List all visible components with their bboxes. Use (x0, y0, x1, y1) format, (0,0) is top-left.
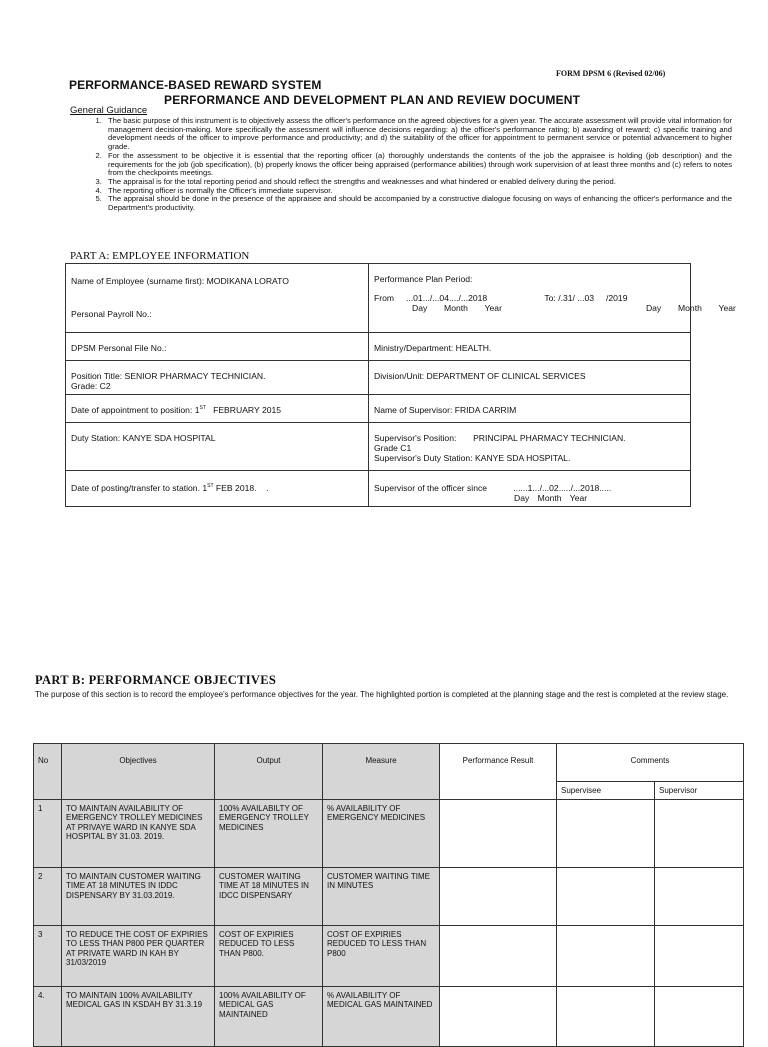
row-supervisee-comment[interactable] (557, 868, 655, 926)
row-supervisor-comment[interactable] (655, 868, 744, 926)
row-no: 2 (34, 868, 62, 926)
position-cell (66, 361, 369, 395)
row-no: 3 (34, 926, 62, 987)
supervisor-since-cell (369, 471, 691, 507)
posting-sup: ST (207, 483, 214, 490)
row-output: COST OF EXPIRIES REDUCED TO LESS THAN P800. (215, 926, 323, 987)
supervisor-duty-station: Supervisor's Duty Station: KANYE SDA HOSPITAL. (374, 453, 571, 463)
supervisor-position: Supervisor's Position: PRINCIPAL PHARMACY TECHNICIAN. (374, 433, 626, 443)
col-objectives: Objectives (62, 744, 215, 800)
employee-info-table (65, 263, 736, 507)
file-number: DPSM Personal File No.: (66, 333, 369, 361)
since-dmy: Day Month Year (514, 493, 588, 503)
row-result[interactable] (440, 800, 557, 868)
supervisor-grade: Grade C1 (374, 443, 412, 453)
appointment-pre: Date of appointment to position: 1 (71, 405, 200, 415)
guidance-item: 5. The appraisal should be done in the presence of the appraisee and should be accompanied by a constructive dialogue focusing on ways of enhancing the officer's performance and the Department's productivity. (104, 195, 732, 212)
system-title: PERFORMANCE-BASED REWARD SYSTEM (69, 78, 322, 92)
ministry: Ministry/Department: HEALTH. (369, 333, 691, 361)
row-supervisee-comment[interactable] (557, 926, 655, 987)
employee-name-cell (66, 264, 369, 333)
table-row (34, 868, 744, 926)
col-output: Output (215, 744, 323, 800)
row-no: 4. (34, 987, 62, 1047)
row-supervisor-comment[interactable] (655, 800, 744, 868)
position-title: Position Title: SENIOR PHARMACY TECHNICIAN. (71, 371, 266, 381)
row-output: 100% AVAILABILTY OF EMERGENCY TROLLEY MEDICINES (215, 800, 323, 868)
grade: Grade: C2 (71, 381, 111, 391)
row-result[interactable] (440, 926, 557, 987)
row-output: CUSTOMER WAITING TIME AT 18 MINUTES IN IDCC DISPENSARY (215, 868, 323, 926)
guidance-item: 4. The reporting officer is normally the Officer's immediate supervisor. (104, 187, 732, 196)
document-title: PERFORMANCE AND DEVELOPMENT PLAN AND REVIEW DOCUMENT (164, 93, 581, 107)
employee-name: Name of Employee (surname first): MODIKANA LORATO (71, 276, 289, 286)
supervisor-name: Name of Supervisor: FRIDA CARRIM (369, 395, 691, 423)
duty-station: Duty Station: KANYE SDA HOSPITAL (66, 423, 369, 471)
row-result[interactable] (440, 987, 557, 1047)
row-output: 100% AVAILABILITY OF MEDICAL GAS MAINTAINED (215, 987, 323, 1047)
supervisor-since: Supervisor of the officer since ......1.../...02...../...2018..... (374, 483, 612, 493)
table-row (34, 926, 744, 987)
row-measure: % AVAILABILITY OF EMERGENCY MEDICINES (323, 800, 440, 868)
guidance-item: 1. The basic purpose of this instrument is to objectively assess the officer's performance on the agreed objectives for a given year. The accurate assessment will provide vital information for management decision-making. More specifically the assessment will influence decisions regarding: a) the officer's performance rating; b) awarding of reward; c) specific training and development needs of the officer to improve performance and productivity; and d) the suitability of the officer for appointment to permanent service or potential advancement to higher grade. (104, 117, 732, 152)
part-b-description: The purpose of this section is to record the employee's performance objectives for the year. The highlighted portion is completed at the planning stage and the rest is completed at the review stage. (35, 690, 729, 699)
col-measure: Measure (323, 744, 440, 800)
guidance-item: 2. For the assessment to be objective it is essential that the reporting officer (a) thoroughly understands the contents of the job the appraisee is holding (job description) and the requirements for the job (job specification), (b) properly knows the officer being appraised (performance abilities) through work supervision of at least three months and (c) refers to notes from the checkpoints meetings. (104, 152, 732, 178)
appointment-post: FEBRUARY 2015 (205, 405, 282, 415)
col-result: Performance Result (440, 744, 557, 800)
plan-period-dates: From ...01.../...04..../...2018 To: /.31/ ...03 /2019 (374, 293, 628, 303)
row-objective: TO MAINTAIN 100% AVAILABILITY MEDICAL GAS IN KSDAH BY 31.3.19 (62, 987, 215, 1047)
guidance-list (70, 117, 732, 213)
guidance-item: 3. The appraisal is for the total reporting period and should reflect the strengths and weaknesses and what hindered or enabled delivery during the period. (104, 178, 732, 187)
col-supervisor: Supervisor (655, 782, 744, 800)
col-no: No (34, 744, 62, 800)
row-objective: TO REDUCE THE COST OF EXPIRIES TO LESS THAN P800 PER QUARTER AT PRIVATE WARD IN KAH BY 31/03/2019 (62, 926, 215, 987)
from-dmy: Day Month Year (412, 303, 502, 313)
payroll-number: Personal Payroll No.: (71, 309, 152, 319)
plan-period-dmy (374, 303, 736, 313)
row-supervisor-comment[interactable] (655, 926, 744, 987)
plan-period-cell (369, 264, 736, 333)
appointment-sup: ST (199, 405, 206, 412)
posting-date (66, 471, 369, 507)
plan-period-label: Performance Plan Period: (374, 274, 473, 284)
row-result[interactable] (440, 868, 557, 926)
row-no: 1 (34, 800, 62, 868)
to-dmy: Day Month Year (645, 303, 736, 313)
posting-post: FEB 2018. . (213, 483, 269, 493)
col-comments: Comments (557, 744, 744, 782)
part-b-heading: PART B: PERFORMANCE OBJECTIVES (35, 673, 277, 687)
table-row (34, 987, 744, 1047)
col-supervisee: Supervisee (557, 782, 655, 800)
row-measure: CUSTOMER WAITING TIME IN MINUTES (323, 868, 440, 926)
row-objective: TO MAINTAIN AVAILABILITY OF EMERGENCY TROLLEY MEDICINES AT PRIVAYE WARD IN KANYE SDA HOSPITAL BY 31.03. 2019. (62, 800, 215, 868)
row-supervisor-comment[interactable] (655, 987, 744, 1047)
supervisor-details-cell (369, 423, 691, 471)
row-measure: COST OF EXPIRIES REDUCED TO LESS THAN P800 (323, 926, 440, 987)
row-objective: TO MAINTAIN CUSTOMER WAITING TIME AT 18 MINUTES IN IDDC DISPENSARY BY 31.03.2019. (62, 868, 215, 926)
part-a-heading: PART A: EMPLOYEE INFORMATION (70, 250, 250, 262)
row-supervisee-comment[interactable] (557, 800, 655, 868)
form-code: FORM DPSM 6 (Revised 02/06) (556, 69, 666, 78)
row-supervisee-comment[interactable] (557, 987, 655, 1047)
posting-pre: Date of posting/transfer to station. 1 (71, 483, 208, 493)
guidance-heading: General Guidance (70, 105, 148, 116)
division: Division/Unit: DEPARTMENT OF CLINICAL SERVICES (369, 361, 691, 395)
appointment-date (66, 395, 369, 423)
row-measure: % AVAILABILITY OF MEDICAL GAS MAINTAINED (323, 987, 440, 1047)
table-row (34, 800, 744, 868)
objectives-table (33, 743, 744, 1047)
